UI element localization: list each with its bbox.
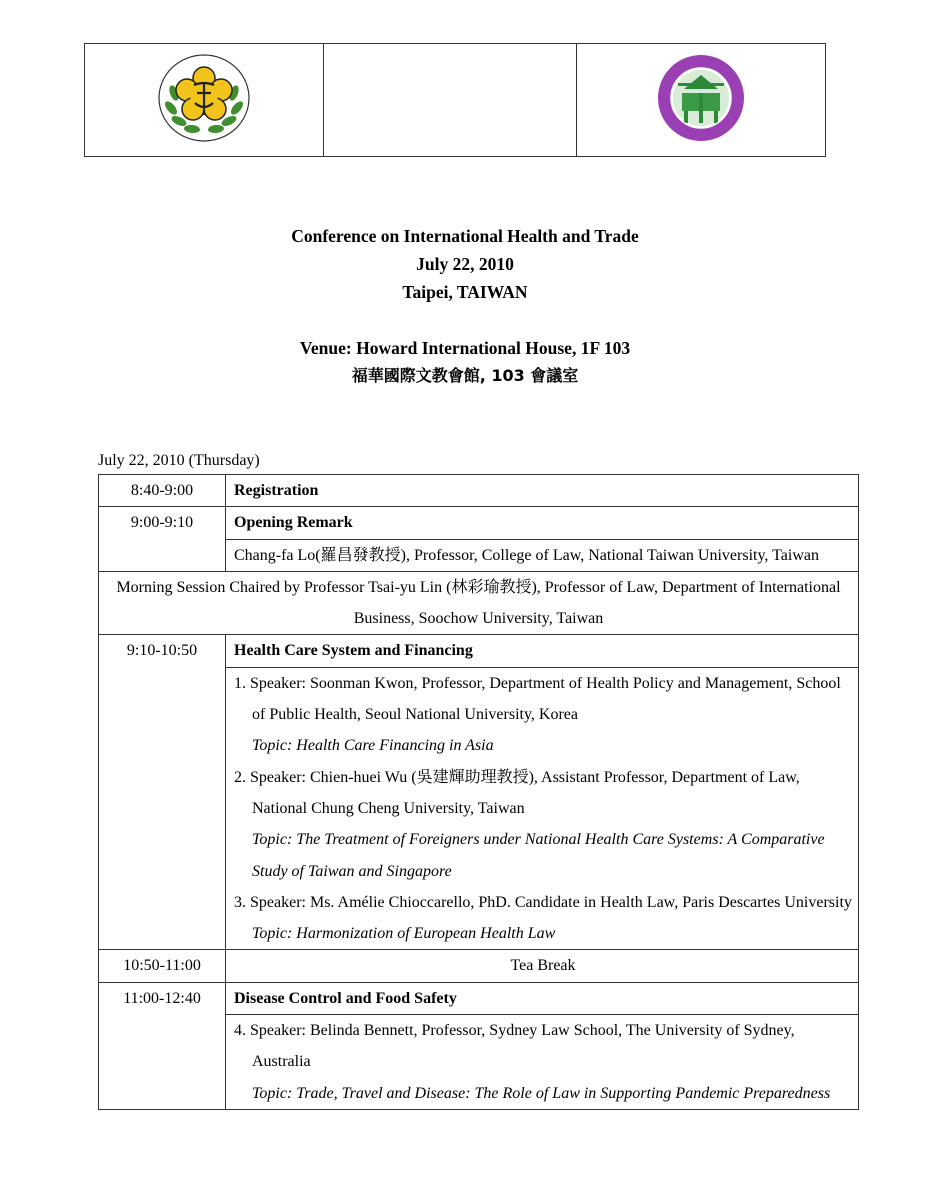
list-item: [234, 1015, 852, 1109]
time-cell: 11:00-12:40: [99, 982, 226, 1109]
item-number: 1.: [234, 674, 246, 692]
time-cell: 9:10-10:50: [99, 635, 226, 950]
logo-cell-right: [577, 44, 826, 157]
table-row: [99, 571, 859, 635]
session-title: Registration: [226, 475, 859, 507]
item-number: 4.: [234, 1022, 246, 1040]
venue-block: [0, 334, 930, 390]
venue-line: Venue: Howard International House, 1F 103: [299, 338, 631, 358]
speaker-text: Speaker: Soonman Kwon, Professor, Department of Health Policy and Management, School of Public Health, Seoul National University, Korea: [250, 674, 841, 724]
topic-text: Topic: The Treatment of Foreigners under National Health Care Systems: A Comparative Study of Taiwan and Singapore: [252, 831, 825, 880]
schedule-table: [98, 474, 859, 1110]
time-cell: 9:00-9:10: [99, 507, 226, 572]
schedule-date-label: July 22, 2010 (Thursday): [98, 452, 260, 469]
list-item: [234, 762, 852, 887]
time-cell: 8:40-9:00: [99, 475, 226, 507]
table-row: [99, 635, 859, 667]
session-title: Opening Remark: [226, 507, 859, 539]
item-number: 3.: [234, 893, 246, 911]
session-title: Disease Control and Food Safety: [226, 982, 859, 1014]
ntu-college-of-law-seal-logo: [656, 53, 746, 143]
venue-line-chinese: 福華國際文教會館, 103 會議室: [351, 366, 579, 385]
logo-cell-middle: [324, 44, 577, 157]
topic-text: Topic: Trade, Travel and Disease: The Role of Law in Supporting Pandemic Preparedness: [252, 1084, 831, 1102]
logo-header-table: [84, 43, 826, 157]
topic-text: Topic: Health Care Financing in Asia: [252, 737, 494, 755]
speaker-detail: Chang-fa Lo(羅昌發教授), Professor, College of Law, National Taiwan University, Taiwan: [226, 539, 859, 571]
speaker-list: [226, 1015, 859, 1110]
conference-location: Taipei, TAIWAN: [402, 282, 528, 302]
break-label: Tea Break: [226, 950, 859, 982]
table-row: [99, 982, 859, 1014]
speaker-text: Speaker: Chien-huei Wu (吳建輝助理教授), Assistant Professor, Department of Law, National Chung Cheng University, Taiwan: [250, 768, 800, 817]
agency-emblem-logo: [157, 53, 251, 143]
logo-cell-left: [85, 44, 324, 157]
speaker-text: Speaker: Belinda Bennett, Professor, Sydney Law School, The University of Sydney, Australia: [250, 1022, 795, 1071]
table-row: [99, 950, 859, 982]
item-number: 2.: [234, 768, 246, 786]
list-item: [234, 887, 852, 950]
table-row: [99, 507, 859, 539]
list-item: [234, 668, 852, 762]
session-title: Health Care System and Financing: [226, 635, 859, 667]
session-chair-note: Morning Session Chaired by Professor Tsai-yu Lin (林彩瑜教授), Professor of Law, Department of International Business, Soochow University, Taiwan: [99, 571, 859, 635]
table-row: [99, 475, 859, 507]
conference-heading: [0, 222, 930, 306]
time-cell: 10:50-11:00: [99, 950, 226, 982]
topic-text: Topic: Harmonization of European Health Law: [252, 925, 556, 943]
conference-title: Conference on International Health and Trade: [291, 226, 639, 246]
speaker-list: [226, 667, 859, 950]
conference-date: July 22, 2010: [416, 254, 514, 274]
speaker-text: Speaker: Ms. Amélie Chioccarello, PhD. Candidate in Health Law, Paris Descartes University: [250, 893, 852, 911]
